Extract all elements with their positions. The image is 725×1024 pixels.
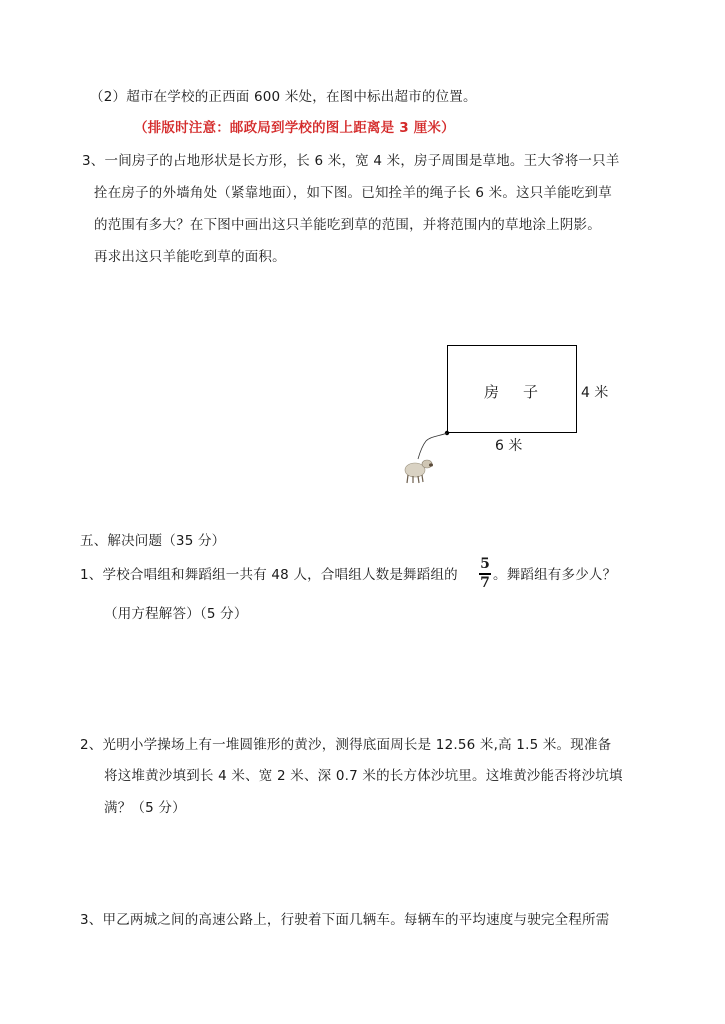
p2-line-2: 将这堆黄沙填到长 4 米、宽 2 米、深 0.7 米的长方体沙坑里。这堆黄沙能否将沙坑填 [104, 768, 623, 784]
width-label: 4 米 [581, 385, 609, 401]
q3-line-4: 再求出这只羊能吃到草的面积。 [94, 249, 286, 265]
q3-line-2: 拴在房子的外墙角处（紧靠地面），如下图。已知拴羊的绳子长 6 米。这只羊能吃到草 [94, 185, 612, 201]
q2-part2-text: （2）超市在学校的正西面 600 米处，在图中标出超市的位置。 [90, 89, 477, 105]
p3-line-1: 3、甲乙两城之间的高速公路上，行驶着下面几辆车。每辆车的平均速度与驶完全程所需 [80, 912, 610, 928]
sheep-icon [405, 460, 433, 483]
q3-line-3: 的范围有多大？在下图中画出这只羊能吃到草的范围，并将范围内的草地涂上阴影。 [94, 217, 601, 233]
p1-text-before: 1、学校合唱组和舞蹈组一共有 48 人，合唱组人数是舞蹈组的 [80, 567, 458, 583]
p2-line-3: 满？（5 分） [104, 800, 186, 816]
fraction-numerator: 5 [480, 556, 490, 572]
fraction-5-7 [479, 557, 491, 591]
rope [418, 433, 447, 459]
p1-text-after: 。舞蹈组有多少人？ [493, 567, 617, 583]
section5-heading: 五、解决问题（35 分） [80, 533, 226, 549]
layout-note: （排版时注意：邮政局到学校的图上距离是 3 厘米） [134, 120, 455, 136]
length-label: 6 米 [495, 438, 523, 454]
p2-line-1: 2、光明小学操场上有一堆圆锥形的黄沙，测得底面周长是 12.56 米,高 1.5 米。现准备 [80, 737, 612, 753]
p1-note: （用方程解答）（5 分） [104, 606, 248, 622]
q3-line-1: 3、一间房子的占地形状是长方形，长 6 米，宽 4 米，房子周围是草地。王大爷将一只羊 [82, 153, 620, 169]
fraction-denominator: 7 [480, 574, 490, 591]
house-label: 房子 [484, 383, 563, 401]
